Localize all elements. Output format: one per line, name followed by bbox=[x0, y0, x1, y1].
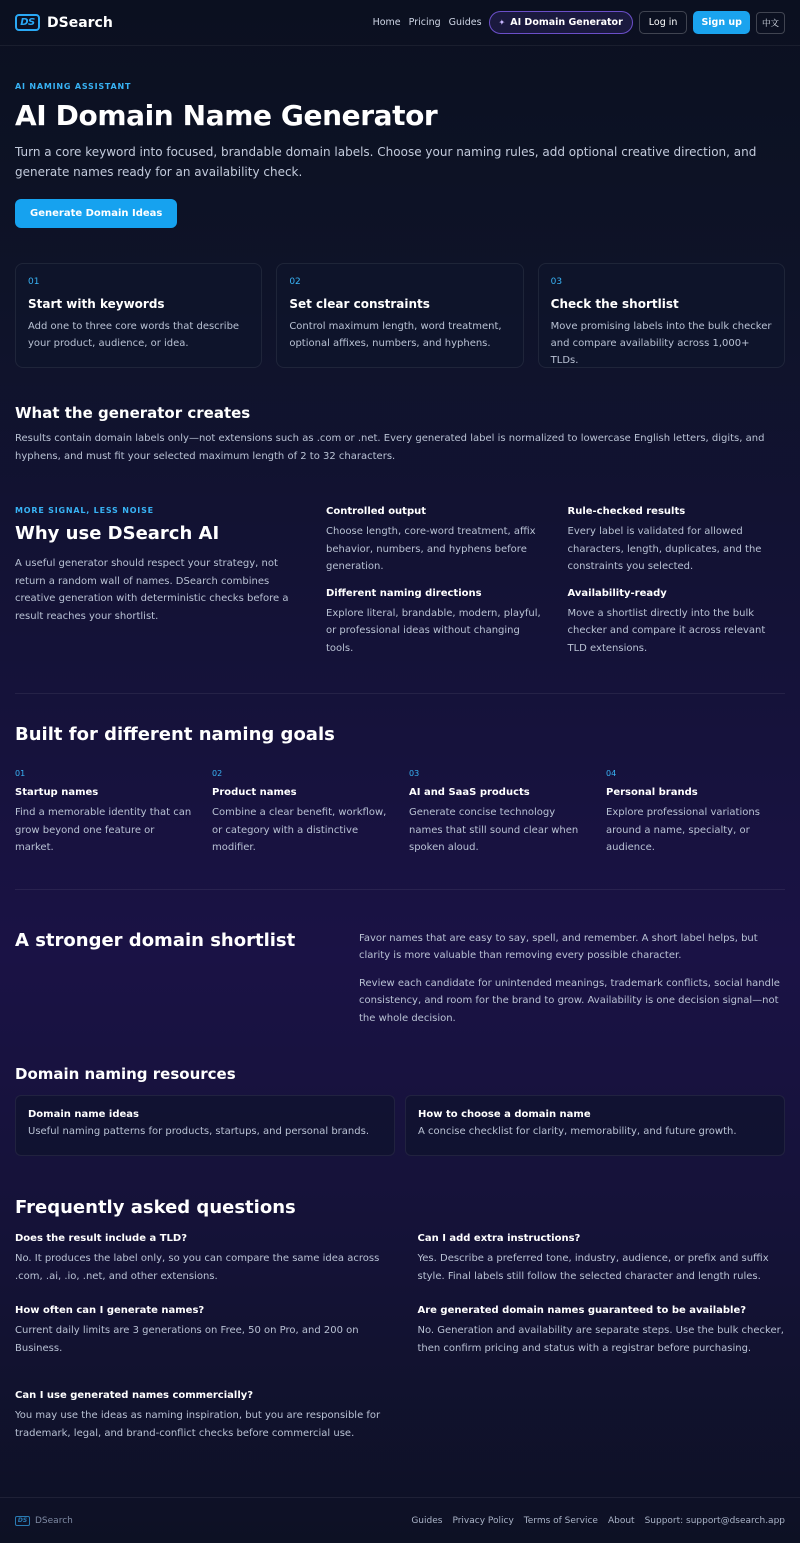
why-section bbox=[15, 506, 785, 657]
faq-title: Frequently asked questions bbox=[15, 1197, 296, 1218]
nav-ai-generator-button[interactable] bbox=[489, 11, 633, 34]
ds-logo-icon: DS bbox=[15, 14, 40, 31]
faq-grid bbox=[15, 1233, 785, 1462]
language-toggle[interactable]: 中文 bbox=[756, 12, 785, 34]
shortlist-title: A stronger domain shortlist bbox=[15, 929, 296, 951]
resource-title: How to choose a domain name bbox=[418, 1109, 591, 1120]
step-card bbox=[15, 263, 262, 368]
faq-question: Can I add extra instructions? bbox=[417, 1233, 581, 1244]
step-text: Move promising labels into the bulk checker and compare availability across 1,000+ TLDs. bbox=[550, 321, 772, 366]
nav-guides[interactable]: Guides bbox=[448, 17, 482, 28]
faq-answer: Yes. Describe a preferred tone, industry, audience, or prefix and suffix style. Final labels still follow the selected character and length rules. bbox=[417, 1253, 769, 1282]
resource-text: A concise checklist for clarity, memorability, and future growth. bbox=[418, 1126, 737, 1137]
feature-text: Explore literal, brandable, modern, playful, or professional ideas without changing tools. bbox=[326, 607, 541, 654]
nav-home[interactable]: Home bbox=[372, 17, 401, 28]
feature-item bbox=[568, 588, 786, 658]
goal-title: Personal brands bbox=[606, 787, 698, 798]
footer-brand-name: DSearch bbox=[35, 1515, 73, 1526]
faq-item bbox=[418, 1305, 786, 1357]
goal-text: Generate concise technology names that still sound clear when spoken aloud. bbox=[409, 807, 579, 853]
why-title: Why use DSearch AI bbox=[15, 523, 220, 544]
feature-item bbox=[568, 506, 786, 576]
generate-ideas-button[interactable]: Generate Domain Ideas bbox=[15, 199, 177, 228]
goal-item bbox=[15, 769, 194, 857]
why-text: A useful generator should respect your strategy, not return a random wall of names. DSearch combines creative generation with deterministic checks before a result reaches your shortlist. bbox=[15, 558, 289, 622]
faq-item bbox=[15, 1233, 383, 1285]
goal-title: Startup names bbox=[15, 787, 99, 798]
faq-question: How often can I generate names? bbox=[15, 1305, 205, 1316]
brand-logo[interactable] bbox=[15, 14, 113, 31]
footer-links bbox=[411, 1516, 785, 1526]
goal-text: Explore professional variations around a name, specialty, or audience. bbox=[606, 807, 760, 853]
footer-brand[interactable] bbox=[15, 1516, 73, 1526]
shortlist-paragraph: Favor names that are easy to say, spell, and remember. A short label helps, but clarity is more valuable than removing every possible character. bbox=[359, 932, 758, 961]
footer-link-guides[interactable]: Guides bbox=[411, 1515, 443, 1526]
feature-grid bbox=[326, 506, 785, 657]
faq-question: Are generated domain names guaranteed to be available? bbox=[417, 1305, 747, 1316]
footer-link-terms[interactable]: Terms of Service bbox=[523, 1515, 598, 1526]
ds-logo-icon: DS bbox=[15, 1516, 30, 1526]
faq-answer: Current daily limits are 3 generations on Free, 50 on Pro, and 200 on Business. bbox=[15, 1325, 359, 1354]
goal-item bbox=[409, 769, 588, 857]
faq-item bbox=[15, 1390, 383, 1442]
top-nav bbox=[0, 0, 800, 46]
feature-text: Every label is validated for allowed characters, length, duplicates, and the constraints you selected. bbox=[567, 526, 762, 572]
footer bbox=[0, 1497, 800, 1543]
login-button[interactable]: Log in bbox=[639, 11, 688, 34]
why-eyebrow: MORE SIGNAL, LESS NOISE bbox=[15, 506, 154, 515]
goal-title: AI and SaaS products bbox=[409, 787, 530, 798]
signup-button[interactable]: Sign up bbox=[693, 11, 750, 34]
faq-column-left bbox=[15, 1233, 383, 1462]
step-text: Add one to three core words that describe your product, audience, or idea. bbox=[28, 321, 240, 349]
faq-answer: You may use the ideas as naming inspiration, but you are responsible for trademark, legal, and brand-conflict checks before commercial use. bbox=[15, 1410, 381, 1439]
feature-title: Availability-ready bbox=[567, 587, 667, 599]
step-number: 01 bbox=[28, 277, 40, 287]
goal-title: Product names bbox=[212, 787, 297, 798]
goal-text: Find a memorable identity that can grow beyond one feature or market. bbox=[15, 807, 192, 853]
step-title: Check the shortlist bbox=[550, 297, 679, 311]
feature-title: Different naming directions bbox=[326, 587, 482, 599]
feature-text: Choose length, core-word treatment, affix behavior, numbers, and hyphens before generation. bbox=[326, 526, 536, 572]
faq-column-right bbox=[418, 1233, 786, 1462]
feature-item bbox=[326, 588, 544, 658]
hero-eyebrow: AI NAMING ASSISTANT bbox=[15, 82, 132, 91]
step-title: Set clear constraints bbox=[289, 297, 430, 311]
hero-subtitle: Turn a core keyword into focused, brandable domain labels. Choose your naming rules, add optional creative direction, and generate names ready for an availability check. bbox=[15, 145, 757, 179]
goal-number: 03 bbox=[409, 769, 420, 778]
step-card bbox=[276, 263, 523, 368]
goal-item bbox=[606, 769, 785, 857]
goal-item bbox=[212, 769, 391, 857]
faq-item bbox=[418, 1233, 786, 1285]
resource-card-ideas[interactable] bbox=[15, 1095, 395, 1156]
step-card bbox=[538, 263, 785, 368]
faq-question: Does the result include a TLD? bbox=[15, 1233, 187, 1244]
shortlist-section bbox=[15, 930, 785, 1028]
faq-item bbox=[15, 1305, 383, 1357]
faq-answer: No. Generation and availability are separate steps. Use the bulk checker, then confirm pricing and status with a registrar before purchasing. bbox=[417, 1325, 784, 1354]
creates-title: What the generator creates bbox=[15, 404, 251, 422]
footer-link-about[interactable]: About bbox=[607, 1515, 635, 1526]
goal-number: 04 bbox=[606, 769, 617, 778]
faq-section bbox=[15, 1197, 785, 1462]
faq-question: Can I use generated names commercially? bbox=[15, 1390, 254, 1401]
steps-row bbox=[15, 263, 785, 368]
resource-card-choose[interactable] bbox=[405, 1095, 785, 1156]
nav-pricing[interactable]: Pricing bbox=[408, 17, 441, 28]
step-title: Start with keywords bbox=[28, 297, 165, 311]
step-text: Control maximum length, word treatment, optional affixes, numbers, and hyphens. bbox=[289, 321, 502, 349]
goals-title: Built for different naming goals bbox=[15, 724, 335, 745]
footer-link-privacy[interactable]: Privacy Policy bbox=[452, 1515, 514, 1526]
brand-name: DSearch bbox=[47, 14, 113, 31]
resource-title: Domain name ideas bbox=[28, 1109, 139, 1120]
resources-section bbox=[15, 1065, 785, 1156]
goal-text: Combine a clear benefit, workflow, or category with a distinctive modifier. bbox=[212, 807, 387, 853]
feature-title: Rule-checked results bbox=[567, 506, 686, 517]
step-number: 03 bbox=[550, 277, 563, 287]
feature-title: Controlled output bbox=[326, 506, 427, 517]
footer-link-support[interactable]: Support: support@dsearch.app bbox=[644, 1515, 785, 1526]
nav-ai-generator-label: AI Domain Generator bbox=[510, 17, 623, 28]
goal-number: 02 bbox=[212, 769, 223, 778]
goals-row bbox=[15, 769, 785, 857]
shortlist-paragraph: Review each candidate for unintended meanings, trademark conflicts, social handle consistency, and room for the brand to grow. Availability is one decision signal—not the whole decision. bbox=[359, 977, 780, 1024]
hero-section bbox=[15, 46, 785, 228]
resource-text: Useful naming patterns for products, startups, and personal brands. bbox=[28, 1126, 369, 1137]
goal-number: 01 bbox=[15, 769, 26, 778]
resources-title: Domain naming resources bbox=[15, 1065, 236, 1083]
step-number: 02 bbox=[289, 277, 301, 287]
faq-answer: No. It produces the label only, so you can compare the same idea across .com, .ai, .io, .net, and other extensions. bbox=[15, 1253, 380, 1282]
page-title: AI Domain Name Generator bbox=[15, 99, 438, 132]
creates-section bbox=[15, 404, 785, 466]
sparkle-icon: ✦ bbox=[498, 18, 506, 27]
resources-row bbox=[15, 1095, 785, 1156]
feature-item bbox=[326, 506, 544, 576]
creates-text: Results contain domain labels only—not extensions such as .com or .net. Every generated label is normalized to lowercase English letters, digits, and hyphens, and must fit your selected maximum length of 2 to 32 characters. bbox=[15, 433, 765, 462]
nav-links bbox=[372, 11, 785, 34]
goals-section bbox=[15, 724, 785, 857]
feature-text: Move a shortlist directly into the bulk checker and compare it across relevant TLD extensions. bbox=[567, 607, 766, 654]
